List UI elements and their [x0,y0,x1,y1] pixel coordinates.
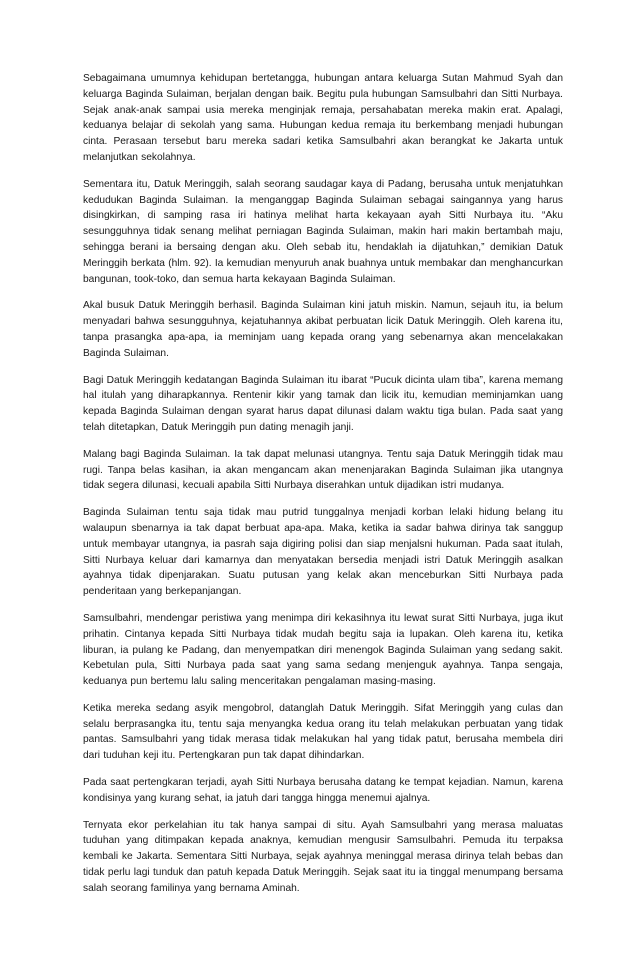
paragraph-5: Malang bagi Baginda Sulaiman. Ia tak dapat melunasi utangnya. Tentu saja Datuk Meringgih tidak mau rugi. Tanpa belas kasihan, ia akan mengancam akan menenjarakan Baginda Sulaiman jika utangnya tidak segera dilunasi, kecuali apabila Sitti Nurbaya diserahkan untuk dijadikan istri mudanya. [83,448,563,492]
paragraph-6: Baginda Sulaiman tentu saja tidak mau putrid tunggalnya menjadi korban lelaki hidung belang itu walaupun sbenarnya ia tak dapat berbuat apa-apa. Maka, ketika ia sadar bahwa dirinya tak sanggup untuk membayar utangnya, ia pasrah saja digiring polisi dan siap menjalsni hukuman. Pada saat itulah, Sitti Nurbaya keluar dari kamarnya dan menyatakan bersedia menjadi istri Datuk Meringgih asalkan ayahnya tidak dipenjarakan. Suatu putusan yang kelak akan menceburkan Sitti Nurbaya pada penderitaan yang berkepanjangan. [83,507,563,598]
paragraph-3: Akal busuk Datuk Meringgih berhasil. Baginda Sulaiman kini jatuh miskin. Namun, sejauh itu, ia belum menyadari bahwa sesungguhnya, kejatuhannya akibat perbuatan licik Datuk Meringgih. Oleh karena itu, tanpa prasangka apa-apa, ia meminjam uang kepada orang yang sebenarnya akan mencelakakan Baginda Sulaiman. [83,300,563,359]
paragraph-4: Bagi Datuk Meringgih kedatangan Baginda Sulaiman itu ibarat “Pucuk dicinta ulam tiba”, karena memang hal itulah yang diharapkannya. Rentenir kikir yang tamak dan licik itu, kemudian meminjamkan uang kepada Baginda Sulaiman dengan syarat harus dapat dilunasi dalam waktu tiga bulan. Pada saat yang telah ditetapkan, Datuk Meringgih pun dating menagih janji. [83,374,563,433]
paragraph-2: Sementara itu, Datuk Meringgih, salah seorang saudagar kaya di Padang, berusaha untuk menjatuhkan kedudukan Baginda Sulaiman. Ia menganggap Baginda Sulaiman sebagai saingannya yang harus disingkirkan, di samping rasa iri hatinya melihat harta kekayaan ayah Sitti Nurbaya itu. “Aku sesungguhnya tidak senang melihat perniagan Baginda Sulaiman, makin hari makin bertambah maju, sehingga berani ia bersaing dengan aku. Oleh sebab itu, hendaklah ia dijatuhkan,” demikian Datuk Meringgih berkata (hlm. 92). Ia kemudian menyuruh anak buahnya untuk membakar dan menghancurkan bangunan, took-toko, dan semua harta kekayaan Baginda Sulaiman. [83,178,563,285]
paragraph-9: Pada saat pertengkaran terjadi, ayah Sitti Nurbaya berusaha datang ke tempat kejadian. Namun, karena kondisinya yang kurang sehat, ia jatuh dari tangga hingga menemui ajalnya. [83,777,563,804]
paragraph-10: Ternyata ekor perkelahian itu tak hanya sampai di situ. Ayah Samsulbahri yang merasa maluatas tuduhan yang ditimpakan kepada anaknya, kemudian mengusir Samsulbahri. Pemuda itu terpaksa kembali ke Jakarta. Sementara Sitti Nurbaya, sejak ayahnya meninggal merasa dirinya telah bebas dan tidak perlu lagi tunduk dan patuh kepada Datuk Meringgih. Sejak saat itu ia tinggal menumpang bersama salah seorang familinya yang bernama Aminah. [83,819,563,894]
paragraph-1: Sebagaimana umumnya kehidupan bertetangga, hubungan antara keluarga Sutan Mahmud Syah dan keluarga Baginda Sulaiman, berjalan dengan baik. Begitu pula hubungan Samsulbahri dan Sitti Nurbaya. Sejak anak-anak sampai usia mereka menginjak remaja, persahabatan mereka makin erat. Apalagi, keduanya belajar di sekolah yang sama. Hubungan kedua remaja itu berkembang menjadi hubungan cinta. Perasaan tersebut baru mereka sadari ketika Samsulbahri akan berangkat ke Jakarta untuk melanjutkan sekolahnya. [83,73,563,163]
paragraph-7: Samsulbahri, mendengar peristiwa yang menimpa diri kekasihnya itu lewat surat Sitti Nurbaya, juga ikut prihatin. Cintanya kepada Sitti Nurbaya tidak mudah begitu saja ia lupakan. Oleh karena itu, ketika liburan, ia pulang ke Padang, dan menyempatkan diri menengok Baginda Sulaiman yang sedang sakit. Kebetulan pula, Sitti Nurbaya pada saat yang sama sedang menjenguk ayahnya. Tanpa sengaja, keduanya pun bertemu lalu saling menceritakan pengalaman masing-masing. [83,612,563,688]
paragraph-8: Ketika mereka sedang asyik mengobrol, datanglah Datuk Meringgih. Sifat Meringgih yang culas dan selalu berprasangka itu, tentu saja menyangka kedua orang itu telah melakukan perbuatan yang tidak pantas. Samsulbahri yang tidak merasa tidak melakukan hal yang tidak patut, berusaha membela diri dari tuduhan keji itu. Pertengkaran pun tak dapat dihindarkan. [83,702,563,762]
document-page [83,71,563,908]
